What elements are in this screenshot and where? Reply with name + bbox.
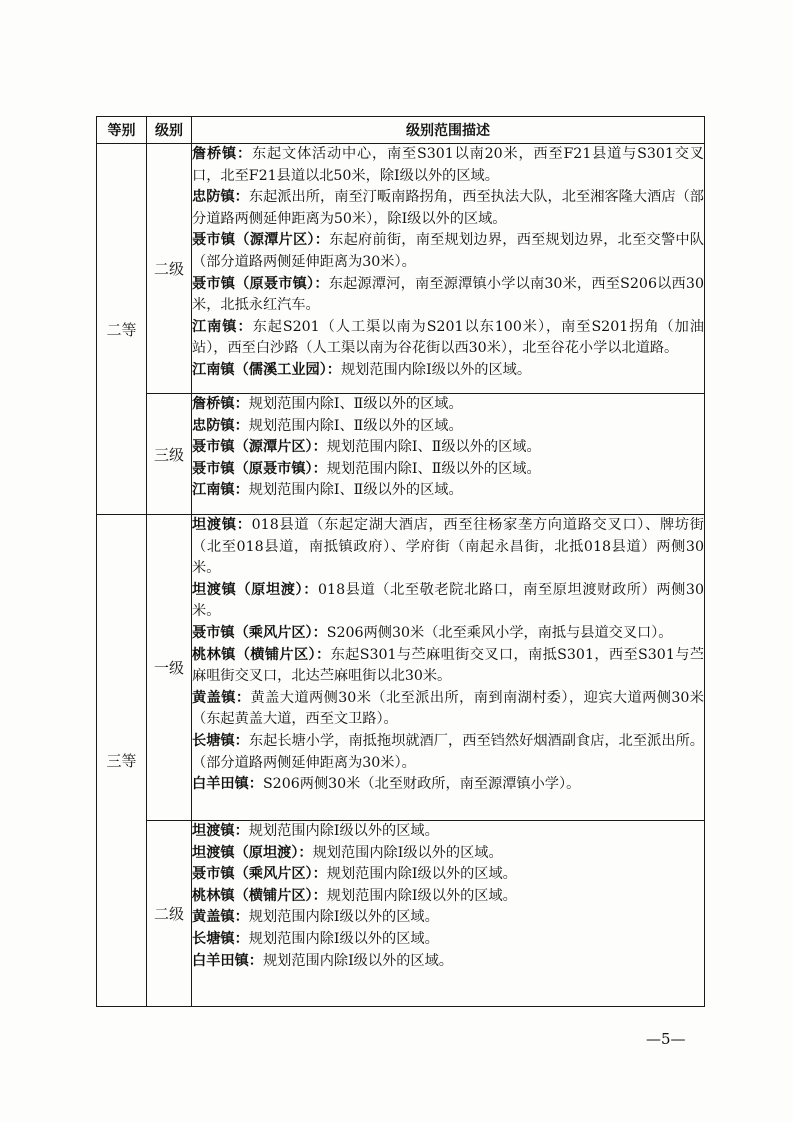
entry-text: S206两侧30米（北至乘风小学，南抵与县道交叉口）。 (326, 624, 673, 641)
entry-text: 018县道（东起定湖大酒店，西至往杨家垄方向道路交叉口）、牌坊街（北至018县道，南抵镇政府）、学府街（南起永昌街，北抵018县道）两侧30米。 (192, 517, 704, 577)
entry (192, 187, 704, 230)
entry-text: 规划范围内除Ⅰ级以外的区域。 (326, 887, 517, 904)
town-name: 聂市镇（源潭片区）： (192, 439, 327, 456)
entry-text: 东起长塘小学，南抵拖坝就酒厂，西至铛然好烟酒副食店，北至派出所。（部分道路两侧延伸距离为30米）。 (192, 732, 704, 771)
entry-text: 规划范围内除Ⅰ级以外的区域。 (312, 844, 503, 861)
town-name: 忠防镇： (192, 189, 249, 206)
entry-text: 东起源潭河，南至源潭镇小学以南30米，西至S206以西30米，北抵永红汽车。 (192, 275, 704, 314)
description-cell (192, 144, 705, 394)
entry (192, 731, 704, 774)
entry-text: 东起S201（人工渠以南为S201以东100米），南至S201拐角（加油站），西至白沙路（人工渠以南为谷花街以西30米），北至谷花小学以北道路。 (192, 318, 704, 357)
entry-text: 规划范围内除Ⅰ级以外的区域。 (248, 930, 439, 947)
entry-text: 规划范围内除Ⅰ级以外的区域。 (326, 866, 517, 883)
town-name: 聂市镇（原聂市镇）： (192, 460, 327, 477)
town-name: 长塘镇： (192, 732, 249, 749)
town-name: 黄盖镇： (192, 909, 249, 926)
entry (192, 274, 704, 317)
description-cell (192, 394, 705, 515)
town-name: 江南镇（儒溪工业园）： (192, 361, 341, 378)
town-name: 黄盖镇： (192, 689, 251, 706)
town-name: 白羊田镇： (192, 776, 263, 793)
entry (192, 144, 704, 187)
town-name: 詹桥镇： (192, 146, 252, 162)
entry (192, 929, 704, 951)
entry (192, 515, 704, 580)
entry-text: 规划范围内除Ⅰ、Ⅱ级以外的区域。 (326, 460, 541, 477)
town-name: 忠防镇： (192, 417, 249, 434)
town-name: 聂市镇（乘风片区）： (192, 866, 327, 883)
entry (192, 230, 704, 273)
grade-cell: 二等 (97, 144, 147, 515)
grade-cell: 三等 (97, 515, 147, 1007)
header-jibie: 级别 (147, 117, 192, 144)
table-row (97, 821, 705, 1007)
entry (192, 459, 704, 481)
town-name: 桃林镇（横铺片区）： (192, 887, 327, 904)
page-number: —5— (646, 1030, 686, 1048)
town-name: 坦渡镇： (192, 517, 252, 533)
table-header-row (97, 117, 705, 144)
level-cell: 一级 (147, 515, 192, 821)
town-name: 白羊田镇： (192, 952, 263, 969)
table-row (97, 394, 705, 515)
entry (192, 623, 704, 645)
level-cell: 三级 (147, 394, 192, 515)
entry (192, 688, 704, 731)
entry (192, 580, 704, 623)
town-name: 江南镇： (192, 318, 253, 335)
town-name: 江南镇： (192, 482, 249, 499)
entry (192, 886, 704, 908)
level-cell: 二级 (147, 144, 192, 394)
town-name: 桃林镇（横铺片区）： (192, 646, 331, 663)
entry (192, 774, 704, 796)
town-name: 聂市镇（源潭片区）： (192, 232, 330, 249)
entry-text: 规划范围内除Ⅰ级以外的区域。 (248, 909, 439, 926)
town-name: 坦渡镇（原坦渡）： (192, 844, 313, 861)
entry (192, 360, 704, 382)
entry (192, 437, 704, 459)
header-deng: 等别 (97, 117, 147, 144)
land-grade-table (96, 116, 705, 1007)
table-row (97, 515, 705, 821)
town-name: 聂市镇（原聂市镇）： (192, 275, 329, 292)
entry-text: 018县道（北至敬老院北路口，南至原坦渡财政所）两侧30米。 (192, 581, 704, 620)
entry-text: 规划范围内除Ⅰ、Ⅱ级以外的区域。 (248, 396, 463, 412)
entry-text: 东起S301与苎麻咀街交叉口，南抵S301，西至S301与苎麻咀街交叉口，北达苎麻咀街以北30米。 (192, 646, 704, 685)
entry-text: 黄盖大道两侧30米（北至派出所，南到南湖村委），迎宾大道两侧30米（东起黄盖大道，西至文卫路）。 (192, 689, 704, 728)
entry-text: 东起府前街，南至规划边界，西至规划边界，北至交警中队（部分道路两侧延伸距离为30米）。 (192, 232, 704, 270)
town-name: 詹桥镇： (192, 396, 249, 412)
entry (192, 821, 704, 843)
town-name: 长塘镇： (192, 930, 249, 947)
town-name: 坦渡镇： (192, 823, 249, 839)
entry-text: S206两侧30米（北至财政所，南至源潭镇小学）。 (262, 776, 581, 793)
entry (192, 951, 704, 973)
entry-text: 东起派出所，南至汀畈南路拐角，西至执法大队，北至湘客隆大酒店（部分道路两侧延伸距离为50米），除Ⅰ级以外的区域。 (192, 189, 704, 227)
entry (192, 843, 704, 865)
description-cell (192, 515, 705, 821)
table-row (97, 144, 705, 394)
entry (192, 907, 704, 929)
entry-text: 东起文体活动中心，南至S301以南20米，西至F21县道与S301交叉口，北至F21县道以北50米，除Ⅰ级以外的区域。 (192, 146, 704, 184)
entry (192, 645, 704, 688)
entry-text: 规划范围内除Ⅰ级以外的区域。 (340, 361, 532, 378)
town-name: 聂市镇（乘风片区）： (192, 624, 327, 641)
description-cell (192, 821, 705, 1007)
entry (192, 416, 704, 438)
entry-text: 规划范围内除Ⅰ、Ⅱ级以外的区域。 (248, 482, 463, 499)
entry-text: 规划范围内除Ⅰ、Ⅱ级以外的区域。 (326, 439, 541, 456)
entry-text: 规划范围内除Ⅰ、Ⅱ级以外的区域。 (248, 417, 463, 434)
level-cell: 二级 (147, 821, 192, 1007)
entry (192, 317, 704, 360)
entry-text: 规划范围内除Ⅰ级以外的区域。 (262, 952, 453, 969)
entry (192, 480, 704, 502)
entry (192, 394, 704, 416)
entry (192, 864, 704, 886)
town-name: 坦渡镇（原坦渡）： (192, 581, 319, 598)
entry-text: 规划范围内除Ⅰ级以外的区域。 (248, 823, 439, 839)
header-desc: 级别范围描述 (192, 117, 705, 144)
